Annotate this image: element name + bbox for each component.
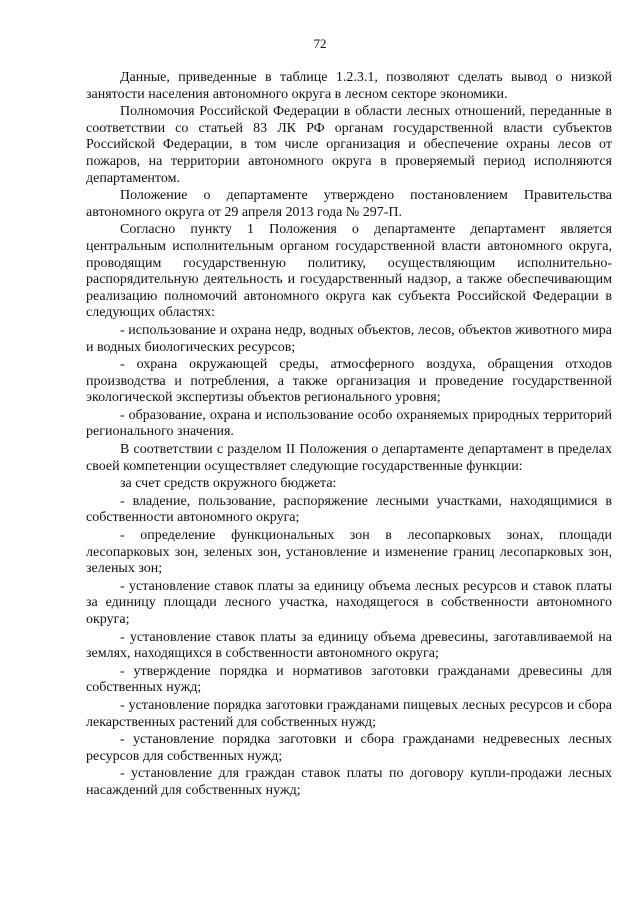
paragraph: за счет средств окружного бюджета: [120,476,337,492]
paragraph: В соответствии с разделом II Положения о департаменте департамент в пределах своей компетенции осуществляет следующие государственные функции: [86,442,612,474]
document-body [86,70,612,801]
paragraph: - установление порядка заготовки гражданами пищевых лесных ресурсов и сбора лекарственных растений для собственных нужд; [86,697,612,730]
paragraph: - владение, пользование, распоряжение лесными участками, находящимися в собственности автономного округа; [86,493,612,526]
paragraph: - установление для граждан ставок платы по договору купли-продажи лесных насаждений для собственных нужд; [86,766,612,798]
page-number: 72 [313,36,327,51]
paragraph: - установление порядка заготовки и сбора гражданами недревесных лесных ресурсов для собственных нужд; [86,732,612,764]
paragraph: - утверждение порядка и нормативов заготовки гражданами древесины для собственных нужд; [86,663,612,696]
paragraph: Данные, приведенные в таблице 1.2.3.1, позволяют сделать вывод о низкой занятости населения автономного округа в лесном секторе экономики. [86,70,612,102]
paragraph: - определение функциональных зон в лесопарковых зонах, площади лесопарковых зон, зеленых зон, установление и изменение границ лесопарковых зон, зеленых зон; [86,528,612,577]
paragraph: Полномочия Российской Федерации в области лесных отношений, переданные в соответствии со статьей 83 ЛК РФ органам государственной власти субъектов Российской Федерации, в том числе организация и обеспечение охраны лесов от пожаров, на территории автономного округа в проверяемый период исполняются департаментом. [86,104,612,186]
paragraph: - использование и охрана недр, водных объектов, лесов, объектов животного мира и водных биологических ресурсов; [86,322,612,355]
paragraph: - охрана окружающей среды, атмосферного воздуха, обращения отходов производства и потребления, а также организация и проведение государственной экологической экспертизы объектов регионального уровня; [86,357,612,406]
paragraph: - установление ставок платы за единицу объема древесины, заготавливаемой на землях, находящихся в собственности автономного округа; [86,629,612,662]
paragraph: - образование, охрана и использование особо охраняемых природных территорий регионального значения. [86,407,612,440]
paragraph: - установление ставок платы за единицу объема лесных ресурсов и ставок платы за единицу площади лесного участка, находящегося в собственности автономного округа; [86,578,612,627]
paragraph: Положение о департаменте утверждено постановлением Правительства автономного округа от 29 апреля 2013 года № 297-П. [86,188,612,220]
paragraph: Согласно пункту 1 Положения о департаменте департамент является центральным исполнительным органом государственной власти автономного округа, проводящим государственную политику, осуществляющим исполнительно-распорядительную деятельность и государственный надзор, а также обеспечивающим реализацию полномочий автономного округа как субъекта Российской Федерации в следующих областях: [86,222,612,321]
